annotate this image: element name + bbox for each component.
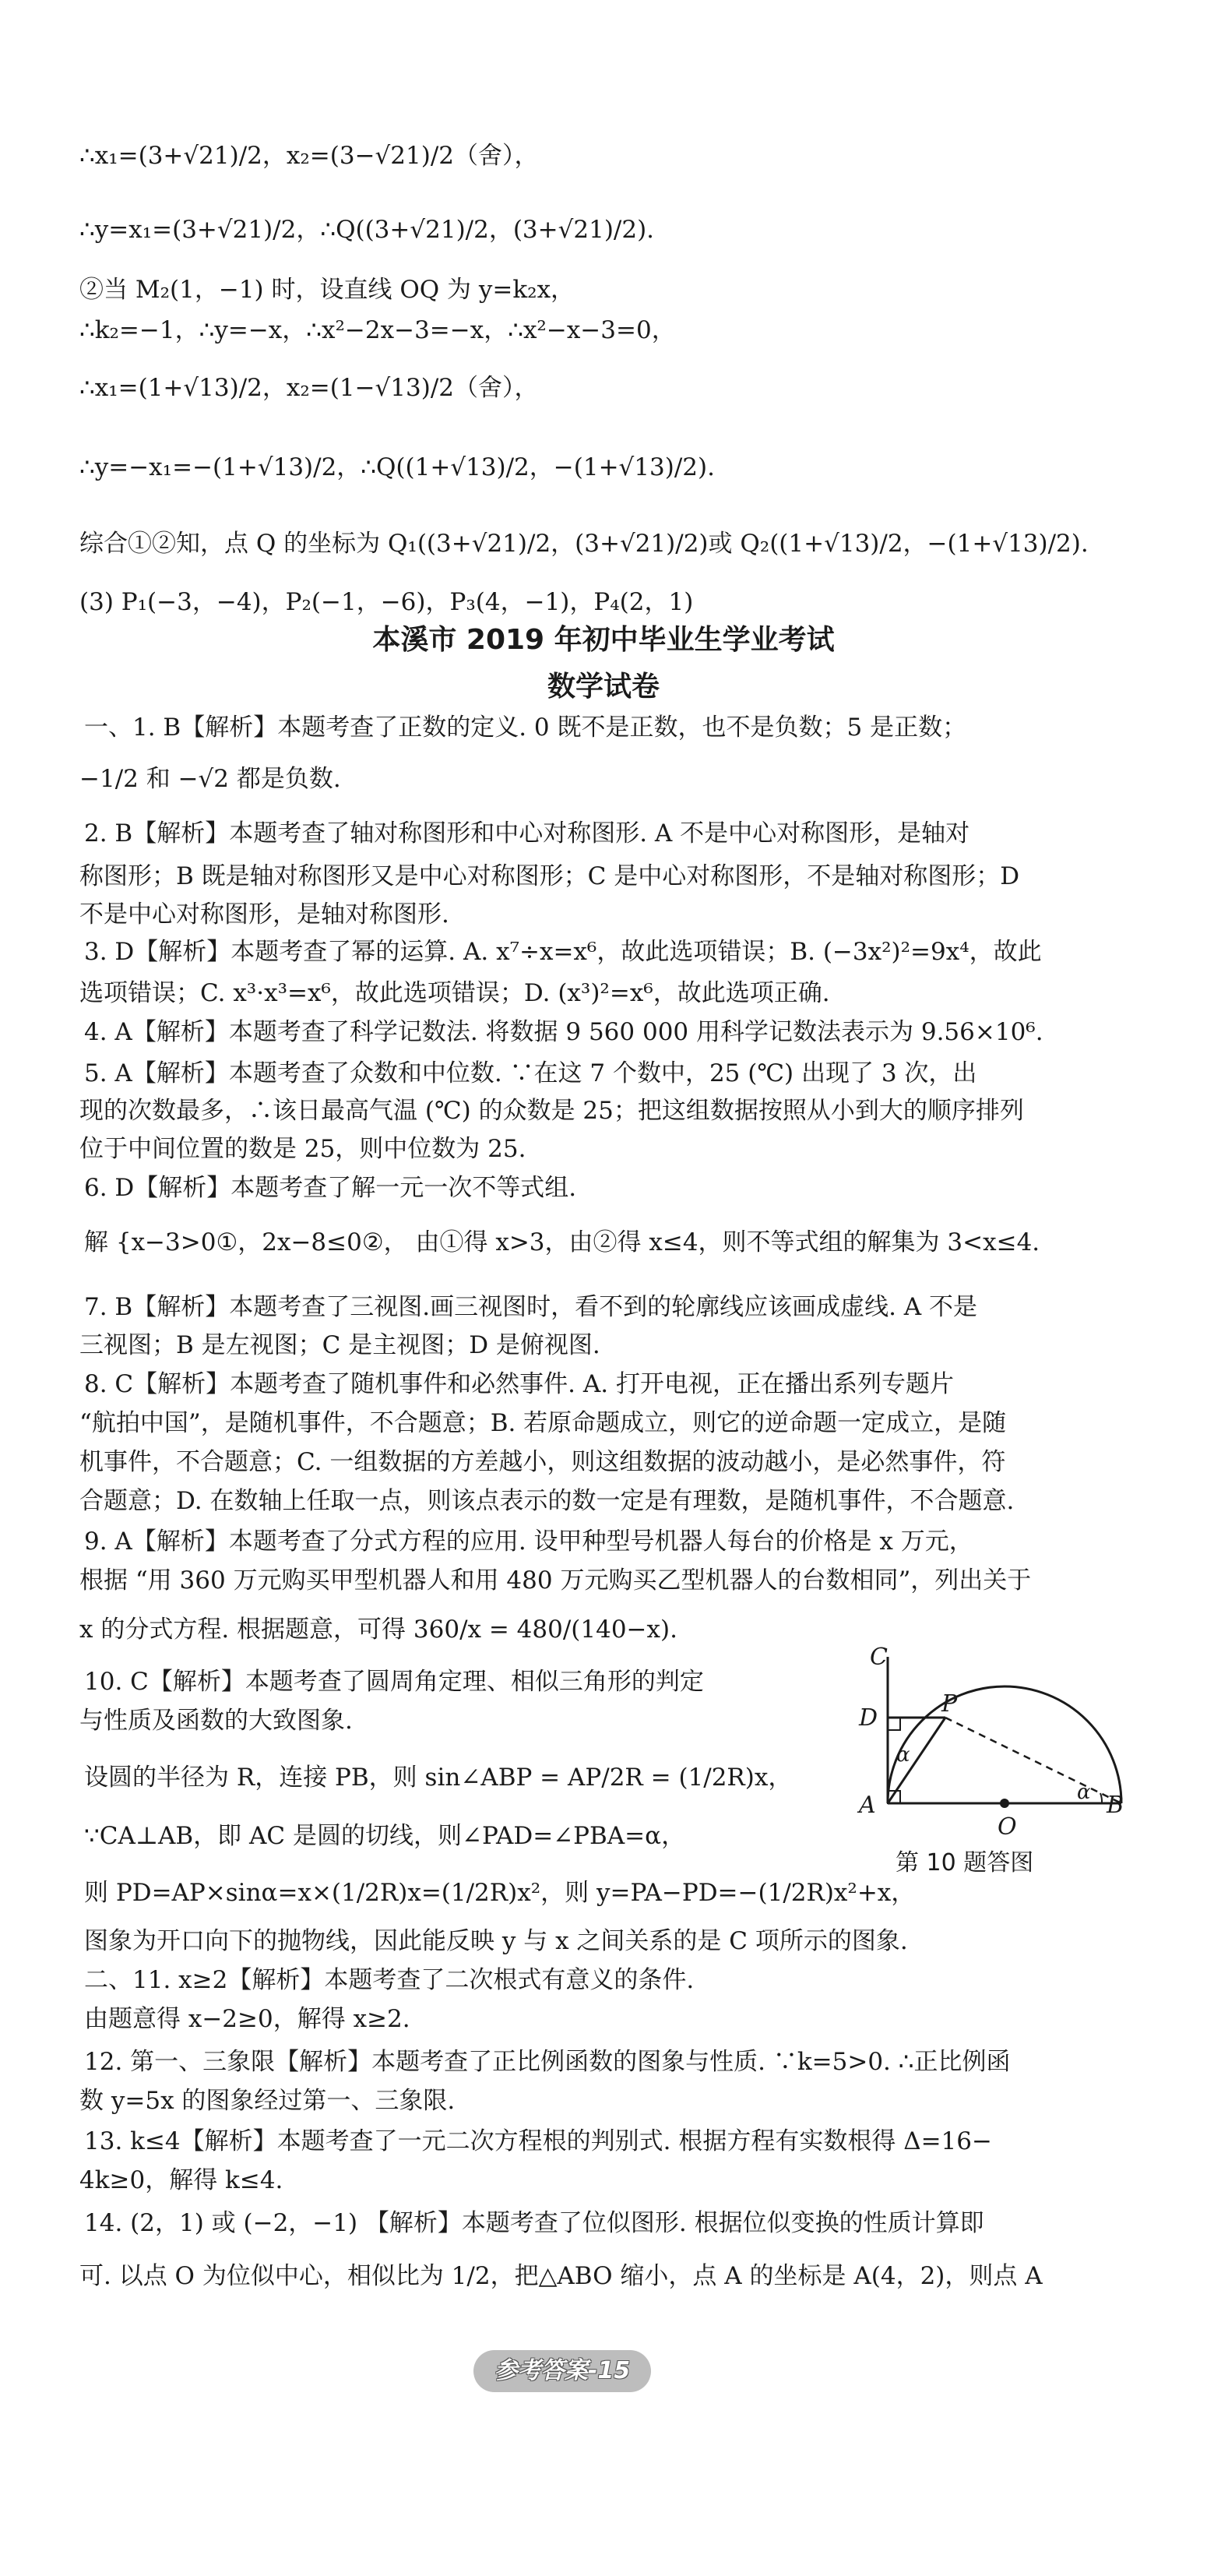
answer-line: 7. B【解析】本题考查了三视图.画三视图时，看不到的轮廓线应该画成虚线. A 不是 [84,1293,978,1321]
answer-line: 称图形；B 既是轴对称图形又是中心对称图形；C 是中心对称图形，不是轴对称图形；D [79,862,1020,890]
label-alpha-B: α [1077,1781,1091,1804]
answer-line: ∵CA⊥AB，即 AC 是圆的切线，则∠PAD=∠PBA=α， [84,1822,686,1850]
answer-line: 现的次数最多，∴该日最高气温 (℃) 的众数是 25；把这组数据按照从小到大的顺序排列 [79,1097,1024,1125]
solution-line: ∴y=x₁=(3+√21)/2，∴Q((3+√21)/2，(3+√21)/2). [79,216,655,244]
label-C: C [870,1644,888,1671]
exam-title: 本溪市 2019 年初中毕业生学业考试 [372,624,835,656]
figure-caption: 第 10 题答图 [896,1849,1034,1876]
answer-line: 图象为开口向下的抛物线，因此能反映 y 与 x 之间关系的是 C 项所示的图象. [84,1927,908,1955]
answer-line: 与性质及函数的大致图象. [79,1707,353,1735]
label-P: P [941,1690,958,1718]
answer-line: 2. B【解析】本题考查了轴对称图形和中心对称图形. A 不是中心对称图形，是轴对 [84,819,970,848]
answer-line: 由题意得 x−2≥0，解得 x≥2. [84,2005,410,2033]
answer-line: 4k≥0，解得 k≤4. [79,2166,283,2194]
answer-line: 10. C【解析】本题考查了圆周角定理、相似三角形的判定 [84,1668,704,1696]
label-alpha-A: α [896,1743,910,1767]
answer-line: “航拍中国”，是随机事件，不合题意；B. 若原命题成立，则它的逆命题一定成立，是随 [79,1409,1007,1437]
answer-line: 12. 第一、三象限【解析】本题考查了正比例函数的图象与性质. ∵k=5>0. ∴正比例函 [84,2048,1011,2076]
answer-line: 4. A【解析】本题考查了科学记数法. 将数据 9 560 000 用科学记数法表示为 9.56×10⁶. [84,1018,1043,1046]
solution-line: ∴x₁=(3+√21)/2，x₂=(3−√21)/2（舍）， [79,142,539,170]
answer-line: 3. D【解析】本题考查了幂的运算. A. x⁷÷x=x⁶，故此选项错误；B. (−3x²)²=9x⁴，故此 [84,938,1042,966]
answer-line: 6. D【解析】本题考查了解一元一次不等式组. [84,1174,577,1202]
answer-line: 选项错误；C. x³·x³=x⁶，故此选项错误；D. (x³)²=x⁶，故此选项正确. [79,979,830,1007]
answer-line: −1/2 和 −√2 都是负数. [79,765,341,793]
exam-subtitle: 数学试卷 [547,671,660,703]
answer-line: 9. A【解析】本题考查了分式方程的应用. 设甲种型号机器人每台的价格是 x 万元， [84,1528,973,1556]
angle-arc-B [1100,1793,1102,1803]
answer-line: 位于中间位置的数是 25，则中位数为 25. [79,1135,526,1163]
page-footer-badge: 参考答案-15 [473,2350,651,2392]
answer-line: 5. A【解析】本题考查了众数和中位数. ∵在这 7 个数中，25 (℃) 出现了 3 次，出 [84,1059,977,1087]
answer-line: x 的分式方程. 根据题意，可得 360/x = 480/(140−x). [79,1616,677,1644]
answer-line: 一、1. B【解析】本题考查了正数的定义. 0 既不是正数，也不是负数；5 是正数； [84,714,967,742]
solution-line: (3) P₁(−3，−4)，P₂(−1，−6)，P₃(4，−1)，P₄(2，1) [79,588,694,616]
solution-line: ∴k₂=−1，∴y=−x，∴x²−2x−3=−x，∴x²−x−3=0， [79,316,676,344]
label-O: O [998,1813,1017,1841]
answer-line: 则 PD=AP×sinα=x×(1/2R)x=(1/2R)x²，则 y=PA−PD=−(1/2R)x²+x， [84,1879,916,1907]
answer-line: 机事件，不合题意；C. 一组数据的方差越小，则这组数据的波动越小，是必然事件，符 [79,1448,1006,1476]
answer-line: 二、11. x≥2【解析】本题考查了二次根式有意义的条件. [84,1966,695,1994]
answer-line: 可. 以点 O 为位似中心，相似比为 1/2，把△ABO 缩小，点 A 的坐标是 A(4，2)，则点 A [79,2262,1043,2290]
answer-line: 数 y=5x 的图象经过第一、三象限. [79,2087,456,2115]
answer-line: 合题意；D. 在数轴上任取一点，则该点表示的数一定是有理数，是随机事件，不合题意. [79,1487,1015,1515]
answer-line: 解 {x−3>0①，2x−8≤0②， 由①得 x>3，由②得 x≤4，则不等式组的解集为 3<x≤4. [84,1228,1040,1256]
answer-line: 设圆的半径为 R，连接 PB，则 sin∠ABP = AP/2R = (1/2R)x， [84,1764,793,1792]
answer-line: 三视图；B 是左视图；C 是主视图；D 是俯视图. [79,1331,600,1359]
solution-line: 综合①②知，点 Q 的坐标为 Q₁((3+√21)/2，(3+√21)/2)或 Q₂((1+√13)/2，−(1+√13)/2). [79,530,1089,558]
answer-line: 8. C【解析】本题考查了随机事件和必然事件. A. 打开电视，正在播出系列专题片 [84,1370,954,1398]
solution-line: ∴x₁=(1+√13)/2，x₂=(1−√13)/2（舍）， [79,374,539,402]
answer-line: 不是中心对称图形，是轴对称图形. [79,900,449,929]
solution-line: ∴y=−x₁=−(1+√13)/2，∴Q((1+√13)/2，−(1+√13)/2). [79,453,715,481]
right-angle-mark-D [888,1718,900,1730]
center-O [1000,1799,1009,1808]
answer-line: 根据 “用 360 万元购买甲型机器人和用 480 万元购买乙型机器人的台数相同”，列出关于 [79,1566,1032,1595]
label-A: A [859,1792,876,1819]
label-B: B [1107,1792,1124,1819]
label-D: D [859,1704,878,1732]
answer-line: 13. k≤4【解析】本题考查了一元二次方程根的判别式. 根据方程有实数根得 Δ=16− [84,2127,992,2155]
answer-line: 14. (2，1) 或 (−2，−1) 【解析】本题考查了位似图形. 根据位似变换的性质计算即 [84,2209,984,2237]
solution-line: ②当 M₂(1，−1) 时，设直线 OQ 为 y=k₂x， [79,276,575,304]
